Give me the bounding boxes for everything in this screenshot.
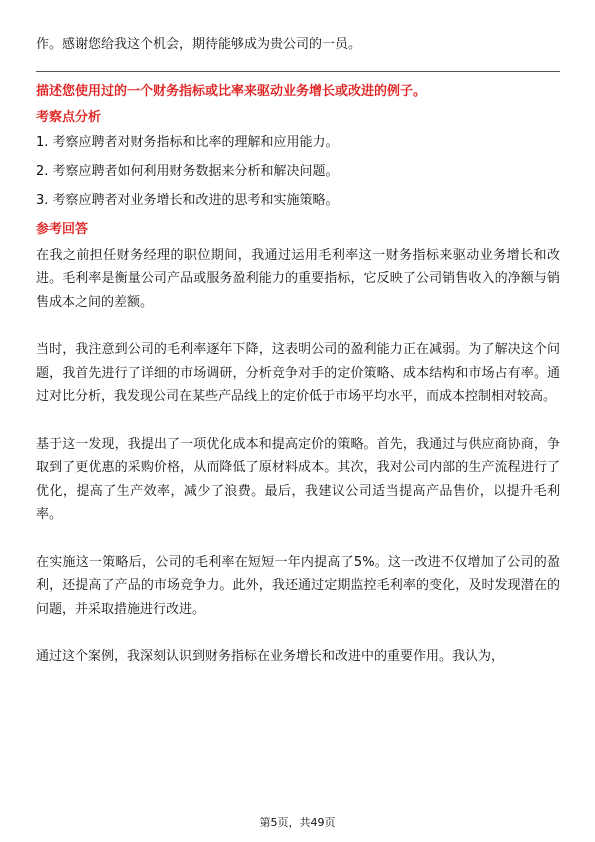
answer-paragraph-3: 基于这一发现，我提出了一项优化成本和提高定价的策略。首先，我通过与供应商协商，争取到了更优惠的采购价格，从而降低了原材料成本。其次，我对公司内部的生产流程进行了优化，提高了生产效率，减少了浪费。最后，我建议公司适当提高产品售价，以提升毛利率。 — [36, 436, 560, 522]
intro-paragraph-tail: 作。感谢您给我这个机会，期待能够成为贵公司的一员。 — [36, 37, 362, 52]
paragraph-gap — [36, 314, 560, 338]
section-divider — [36, 71, 560, 72]
page-number-footer: 第5页，共49页 — [259, 816, 336, 829]
page-content — [36, 33, 560, 669]
analysis-heading: 考察点分析 — [36, 109, 102, 125]
interview-question: 描述您使用过的一个财务指标或比率来驱动业务增长或改进的例子。 — [36, 83, 427, 99]
answer-paragraph-5: 通过这个案例，我深刻认识到财务指标在业务增长和改进中的重要作用。我认为， — [36, 649, 505, 664]
answer-paragraph-4: 在实施这一策略后，公司的毛利率在短短一年内提高了5%。这一改进不仅增加了公司的盈利，还提高了产品的市场竞争力。此外，我还通过定期监控毛利率的变化，及时发现潜在的问题，并采取措施进行改进。 — [36, 554, 560, 617]
paragraph-gap — [36, 527, 560, 551]
answer-heading: 参考回答 — [36, 221, 89, 237]
answer-paragraph-1: 在我之前担任财务经理的职位期间，我通过运用毛利率这一财务指标来驱动业务增长和改进。毛利率是衡量公司产品或服务盈利能力的重要指标，它反映了公司销售收入的净额与销售成本之间的差额。 — [36, 247, 560, 310]
analysis-item-1: 1. 考察应聘者对财务指标和比率的理解和应用能力。 — [36, 134, 339, 150]
paragraph-gap — [36, 409, 560, 433]
analysis-item-3: 3. 考察应聘者对业务增长和改进的思考和实施策略。 — [36, 192, 339, 208]
answer-paragraph-2: 当时，我注意到公司的毛利率逐年下降，这表明公司的盈利能力正在减弱。为了解决这个问题，我首先进行了详细的市场调研，分析竞争对手的定价策略、成本结构和市场占有率。通过对比分析，我发现公司在某些产品线上的定价低于市场平均水平，而成本控制相对较高。 — [36, 342, 560, 404]
analysis-item-2: 2. 考察应聘者如何利用财务数据来分析和解决问题。 — [36, 163, 339, 179]
paragraph-gap — [36, 621, 560, 645]
